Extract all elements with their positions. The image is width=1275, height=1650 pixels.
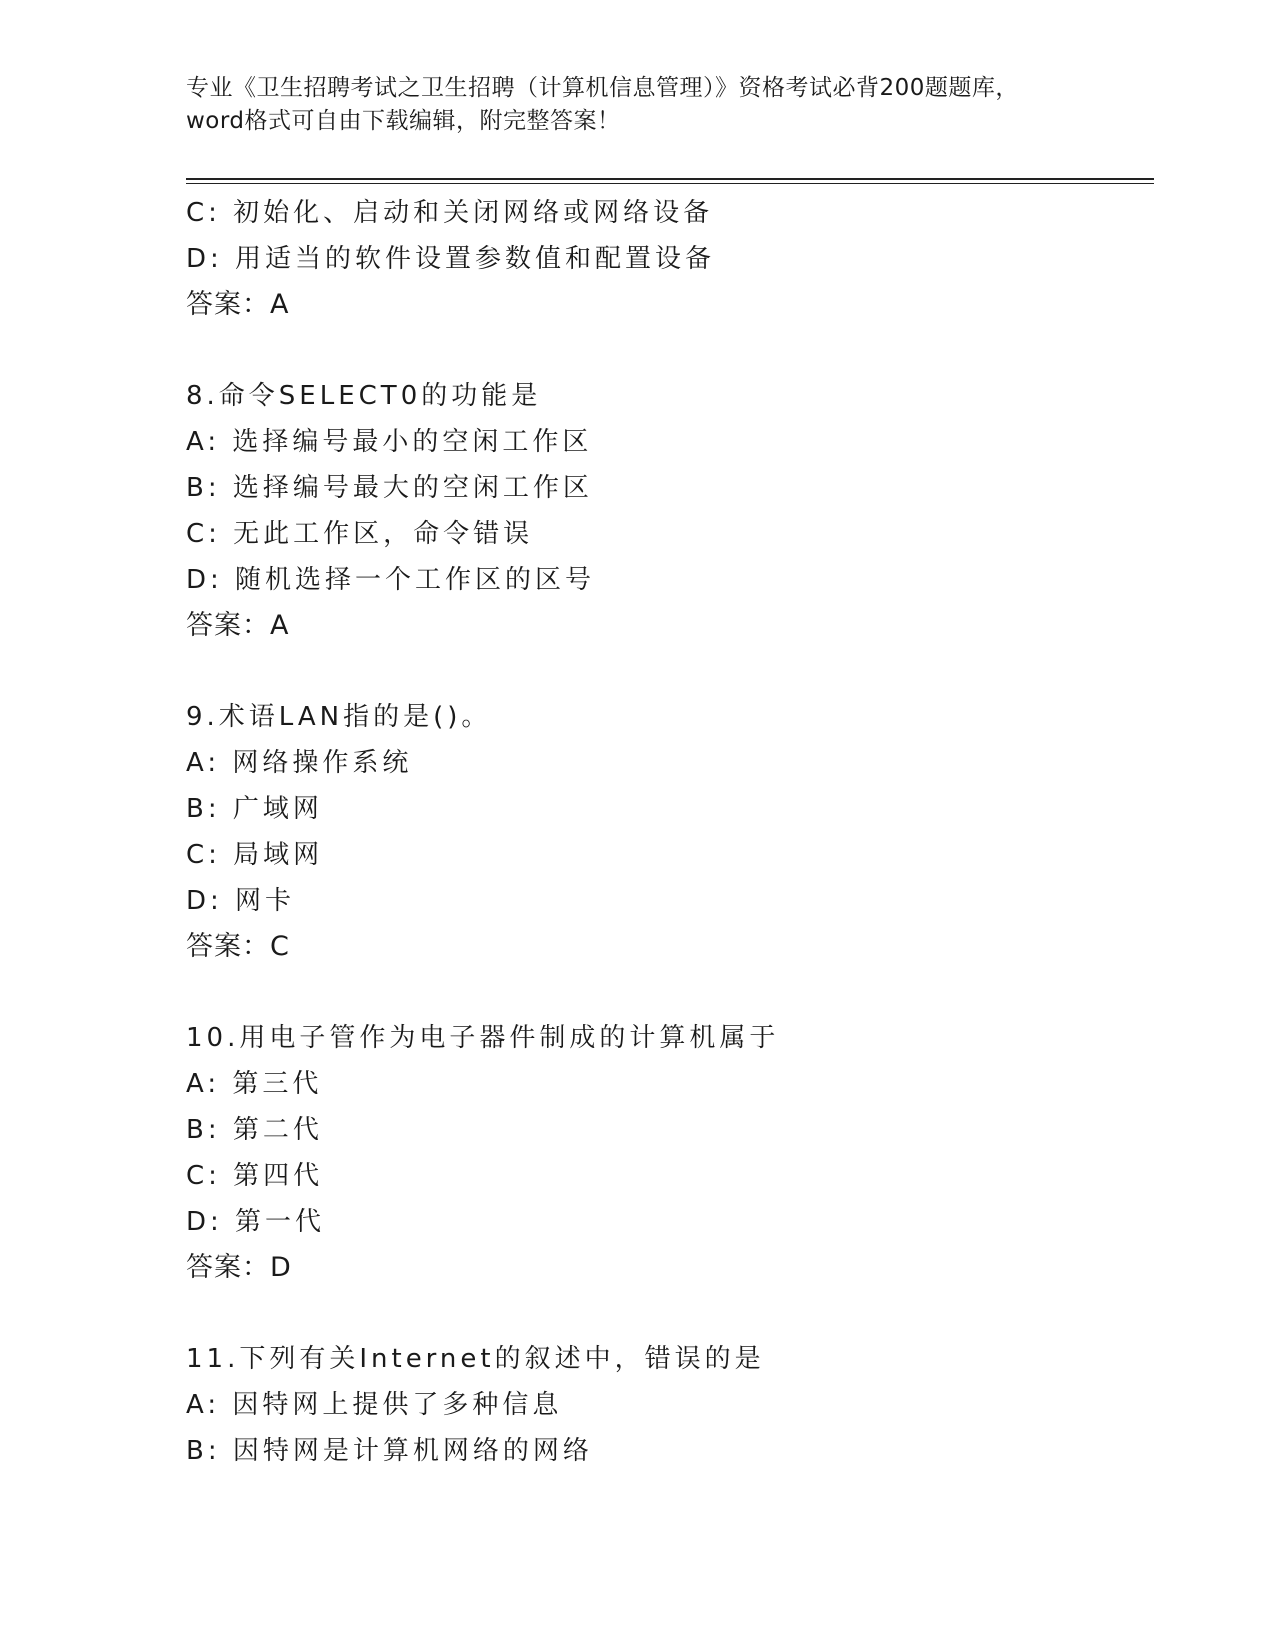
question-block-8 — [186, 373, 1146, 649]
option-b: B: 广域网 — [186, 794, 323, 824]
option-a: A: 选择编号最小的空闲工作区 — [186, 427, 593, 457]
answer: 答案：A — [186, 610, 290, 641]
header-divider-thin — [186, 183, 1154, 184]
document-header — [186, 72, 1086, 138]
answer: 答案：A — [186, 289, 290, 320]
option-a: A: 网络操作系统 — [186, 748, 413, 778]
option-c: C: 初始化、启动和关闭网络或网络设备 — [186, 198, 714, 228]
option-d: D: 用适当的软件设置参数值和配置设备 — [186, 244, 716, 274]
spacer — [186, 970, 1146, 1015]
option-b: B: 选择编号最大的空闲工作区 — [186, 473, 593, 503]
option-d: D: 网卡 — [186, 886, 296, 916]
option-c: C: 第四代 — [186, 1161, 324, 1191]
question-block-10 — [186, 1015, 1146, 1291]
option-b: B: 因特网是计算机网络的网络 — [186, 1436, 593, 1466]
answer: 答案：D — [186, 1252, 292, 1283]
spacer — [186, 328, 1146, 373]
option-d: D: 第一代 — [186, 1207, 326, 1237]
question-text: 9.术语LAN指的是()。 — [186, 702, 492, 732]
question-block-7 — [186, 190, 1146, 328]
option-a: A: 因特网上提供了多种信息 — [186, 1390, 563, 1420]
spacer — [186, 1291, 1146, 1336]
answer: 答案：C — [186, 931, 290, 962]
header-divider-thick — [186, 178, 1154, 180]
header-line-2: word格式可自由下载编辑，附完整答案！ — [186, 108, 621, 134]
question-text: 10.用电子管作为电子器件制成的计算机属于 — [186, 1023, 780, 1053]
question-text: 8.命令SELECT0的功能是 — [186, 381, 542, 411]
question-list — [186, 190, 1146, 1474]
option-a: A: 第三代 — [186, 1069, 323, 1099]
question-block-9 — [186, 694, 1146, 970]
option-c: C: 无此工作区，命令错误 — [186, 519, 534, 549]
question-text: 11.下列有关Internet的叙述中，错误的是 — [186, 1344, 765, 1374]
option-d: D: 随机选择一个工作区的区号 — [186, 565, 596, 595]
option-b: B: 第二代 — [186, 1115, 323, 1145]
question-block-11 — [186, 1336, 1146, 1474]
header-line-1: 专业《卫生招聘考试之卫生招聘（计算机信息管理）》资格考试必背200题题库， — [186, 75, 1019, 101]
option-c: C: 局域网 — [186, 840, 324, 870]
spacer — [186, 649, 1146, 694]
